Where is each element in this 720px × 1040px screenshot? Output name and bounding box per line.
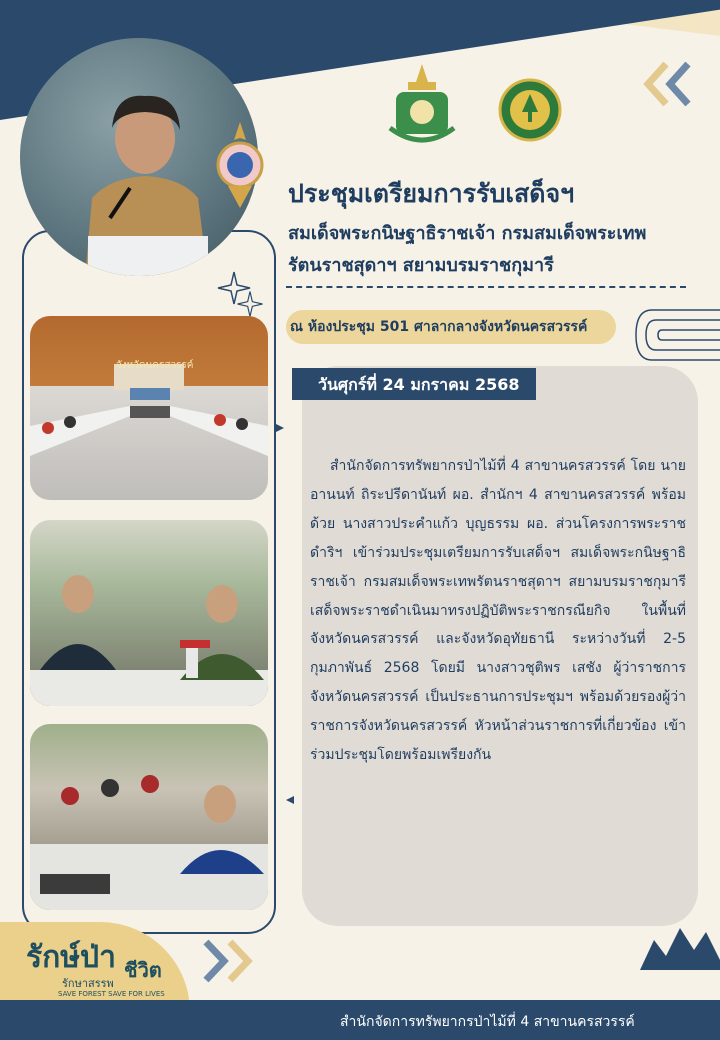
forest-department-logo [498, 78, 562, 142]
meeting-table-illustration [30, 724, 268, 910]
subtitle-line-1: สมเด็จพระกนิษฐาธิราชเจ้า กรมสมเด็จพระเทพ [288, 223, 647, 244]
article-paragraph: สำนักจัดการทรัพยากรป่าไม้ที่ 4 สาขานครสวรรค์ โดย นายอานนท์ ถิระปรีดานันท์ ผอ. สำนักฯ 4 สาขานครสวรรค์ พร้อมด้วย นางสาวประคำแก้ว บุญธรรม ผอ. ส่วนโครงการพระราชดำริฯ เข้าร่วมประชุมเตรียมการรับเสด็จฯ สมเด็จพระกนิษฐาธิราชเจ้า กรมสมเด็จพระเทพรัตนราชสุดาฯ สยามบรมราชกุมารี เสด็จพระราชดำเนินมาทรงปฏิบัติพระราชกรณียกิจ ในพื้นที่จังหวัดนครสวรรค์ และจังหวัดอุทัยธานี ระหว่างวันที่ 2-5 กุมภาพันธ์ 2568 โดยมี นางสาวชุติพร เสชัง ผู้ว่าราชการจังหวัดนครสวรรค์ เป็นประธานการประชุมฯ พร้อมด้วยรองผู้ว่าราชการจังหวัดนครสวรรค์ หัวหน้าส่วนราชการที่เกี่ยวข้อง เข้าร่วมประชุมโดยพร้อมเพรียงกัน [310, 458, 686, 764]
meeting-photo-1 [30, 316, 268, 500]
brand-sub-text: รักษาสรรพ [62, 977, 114, 990]
attendees-illustration [30, 520, 268, 706]
zigzag-decoration [640, 910, 720, 970]
date-text: วันศุกร์ที่ 24 มกราคม 2568 [318, 375, 520, 394]
page-title: ประชุมเตรียมการรับเสด็จฯ [288, 179, 575, 208]
meeting-photo-2 [30, 520, 268, 706]
dashed-divider [286, 286, 686, 288]
brand-secondary-text: ชีวิต [124, 958, 162, 982]
subtitle-line-2: รัตนราชสุดาฯ สยามบรมราชกุมารี [288, 255, 554, 276]
ministry-logo [386, 62, 458, 146]
chevron-right-icon [200, 938, 270, 984]
sparkle-icon [236, 290, 264, 318]
photo-sign-text: จังหวัดนครสวรรค์ [116, 360, 194, 371]
meeting-room-illustration [30, 316, 268, 500]
timeline-arrow-marker [286, 796, 294, 804]
article-body [310, 452, 686, 770]
footer-text: สำนักจัดการทรัพยากรป่าไม้ที่ 4 สาขานครสวรรค์ [340, 1014, 635, 1030]
location-text: ณ ห้องประชุม 501 ศาลากลางจังหวัดนครสวรรค์ [290, 319, 588, 335]
royal-emblem-icon [210, 120, 270, 210]
timeline-arrow-marker [276, 424, 284, 432]
brand-slogan: SAVE FOREST SAVE FOR LIVES [58, 990, 165, 998]
brand-main-text: รักษ์ป่า [26, 940, 116, 975]
chevron-left-icon [640, 60, 700, 108]
official-portrait [70, 78, 220, 276]
meeting-photo-3 [30, 724, 268, 910]
decorative-stripes [632, 306, 720, 364]
